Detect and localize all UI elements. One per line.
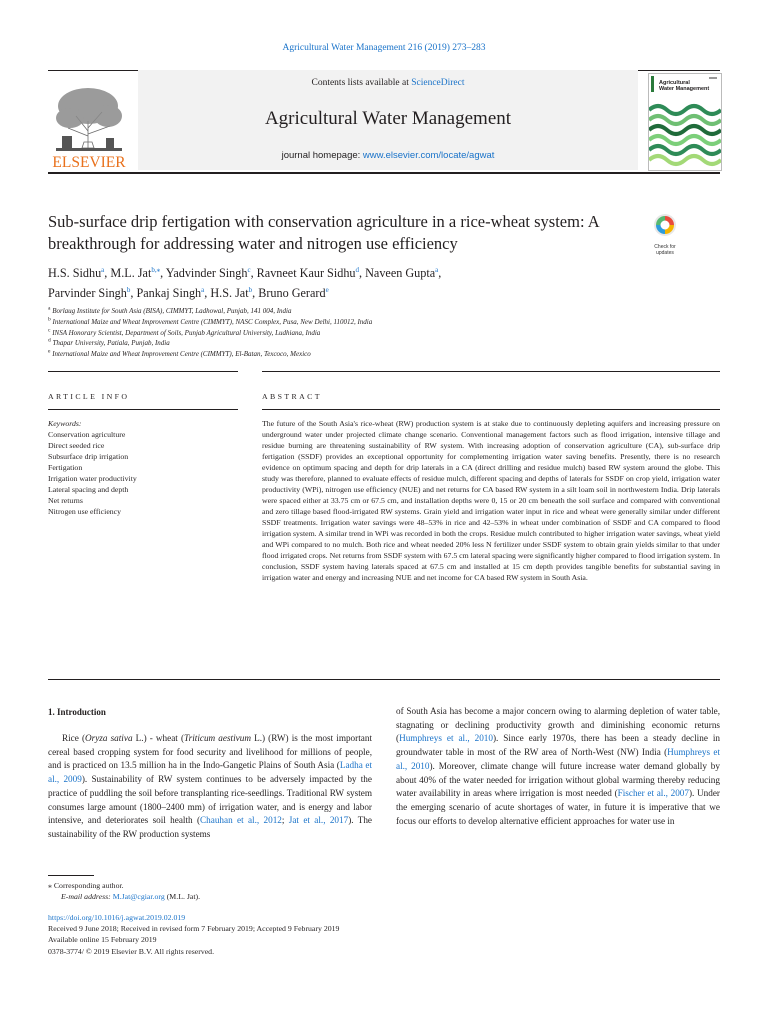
received-dates: Received 9 June 2018; Received in revised form 7 February 2019; Accepted 9 February 2019 [48,924,340,934]
intro-species-rice: Oryza sativa [85,733,133,743]
article-title: Sub-surface drip fertigation with conservation agriculture in a rice-wheat system: A breakthrough for addressing water and nitrogen use efficiency [48,212,599,253]
author-name[interactable]: M.L. Jat [110,266,152,280]
homepage-link[interactable]: www.elsevier.com/locate/agwat [362,150,495,161]
affiliation-item [48,306,720,317]
author-name[interactable]: H.S. Sidhu [48,266,102,280]
affiliation-text: International Maize and Wheat Improvement Centre (CIMMYT), El-Batan, Texcoco, Mexico [52,350,311,359]
article-info-rule [48,409,238,410]
author-name[interactable]: H.S. Jat [210,286,249,300]
author-affiliation-marker[interactable]: b,⁎ [151,265,161,274]
email-label: E-mail address: [61,892,113,902]
intro-text: ). Since early 1970s, there has been a steady decline in groundwater table in most of the RW area of North-West (NW) India ( [396,733,720,758]
author-name[interactable]: Pankaj Singh [136,286,202,300]
affiliation-key: e [48,348,51,355]
author-separator: , [130,286,137,300]
corresponding-author-note: ⁎ Corresponding author. [48,881,124,890]
abstract-bottom-rule [48,679,720,680]
author-separator: , [104,266,111,280]
article-info-heading: ARTICLE INFO [48,392,130,401]
introduction-left-column [48,732,372,842]
affiliation-text: Thapar University, Patiala, Punjab, India [52,339,170,348]
author-separator: , [359,266,366,280]
keyword-item: Lateral spacing and depth [48,485,129,494]
author-name[interactable]: Parvinder Singh [48,286,127,300]
affiliation-text: International Maize and Wheat Improvement Centre (CIMMYT), NASC Complex, Pusa, New Delhi, 110012, India [52,317,373,326]
available-online: Available online 15 February 2019 [48,935,157,945]
masthead-center [138,70,638,170]
author-affiliation-marker[interactable]: d [355,265,360,274]
keyword-list [48,429,238,517]
intro-text: ). Under the emerging scenario of acute shortages of water, in future it is imperative that we focus our efforts to develop alternative efficient approaches for water use in [396,788,720,826]
keyword-item: Fertigation [48,463,83,472]
affiliation-key: d [48,338,51,345]
abstract-top-rule [262,371,720,372]
contents-prefix: Contents lists available at [311,78,412,88]
intro-text: ; [281,815,289,826]
footnotes [48,880,448,902]
author-separator: , [438,266,442,280]
affiliation-item [48,338,720,349]
intro-species-wheat: Triticum aestivum [184,733,251,743]
author-separator: , [160,266,166,280]
author-affiliation-marker[interactable]: a [201,285,205,294]
author-affiliation-marker[interactable]: c [247,265,251,274]
affiliation-text: INSA Honorary Scientist, Department of Soils, Punjab Agricultural University, Ludhiana, India [52,328,321,337]
email-link[interactable]: M.Jat@cgiar.org [112,892,165,902]
cover-title [659,80,709,92]
abstract-text: The future of the South Asia's rice-wheat (RW) production system is at stake due to continuously depleting aquifers and increasing pressure on underground water under projected climate change scenario. Conventional management factors such as flood irrigation, intensive tillage and residue burning are threatening sustainability of RW system. With increasing adoption of conservation agriculture (CA), sub-surface drip fertigation (SSDF) provides an exceptional opportunity for complementing irrigation water saving benefits. Presently, there is no research evidence on optimum spacing and depth for drip laterals in a CA (direct drilling and residue mulch) based RW system around the globe. This study was therefore, planned to evaluate effects of residue mulch, different spacing and depths of laterals for SSDF on crop yield, irrigation water productivity (WPi), nitrogen use efficiency (NUE) and net returns for CA based RW system in a silt loam soil in northwestern India. Drip laterals were spaced either at 33.75 cm or 67.5 cm, and installation depths were 0, 15 or 20 cm beneath the soil surface and compared with conventional and zero tillage based flood-irrigated RW systems. Grain yield and irrigation water input in rice and wheat were generally similar under different SSDF treatments. Irrigation water savings were 48–53% in rice and 42–53% in wheat under combination of SSDF and CA compared to flood irrigation system. A similar trend in WPi was recorded in both the crops. Residue mulch contributed to higher irrigation water savings, wheat yield and WPi compared to no mulch. Both rice and wheat needed 20% less N fertilizer under SSDF system to obtain grain yields similar to that under flood irrigated crops. Net returns from SSDF system with 67.5 cm lateral spacing were significantly higher compared to flood irrigation system. In conclusion, SSDF system having laterals spaced at 67.5 cm and installed at 15 cm depth provides tangible benefits for substantial saving in irrigation water and energy and increasing NUE and net income for CA based RW system in South Asia. [262,419,720,582]
sciencedirect-link[interactable]: ScienceDirect [411,78,465,88]
affiliation-key: c [48,327,51,334]
elsevier-tree-logo-icon [48,76,130,170]
keyword-item: Subsurface drip irrigation [48,452,129,461]
keyword-item: Net returns [48,496,83,505]
keyword-item: Direct seeded rice [48,441,105,450]
publisher-logo-text: ELSEVIER [52,154,126,170]
citation-link[interactable]: Ladha et al., 2009 [48,760,372,785]
citation-link[interactable]: Jat et al., 2017 [288,815,349,826]
intro-text: of South Asia has become a major concern owing to alarming depletion of water table, stagnating or declining productivity growth and diminishing economic returns ( [396,706,720,744]
cover-title-line-1: Agricultural [659,80,690,86]
article-info-top-rule [48,371,238,372]
intro-text: L.) - wheat ( [132,733,185,743]
affiliation-key: b [48,316,51,323]
author-separator: , [250,266,257,280]
check-for-updates-icon [652,212,678,238]
journal-name: Agricultural Water Management [264,108,512,129]
homepage-prefix: journal homepage: [281,150,363,161]
keywords-label: Keywords: [48,419,82,428]
author-affiliation-marker[interactable]: a [101,265,105,274]
journal-masthead [48,70,720,170]
masthead-bottom-rule [48,172,720,174]
contents-line [138,78,638,88]
author-name[interactable]: Bruno Gerard [258,286,326,300]
keyword-item: Irrigation water productivity [48,474,137,483]
check-for-updates-button[interactable] [648,212,682,256]
intro-text: ). Sustainability of RW system continues to be adversely impacted by the practice of puddling the soil before transplanting rice-seedlings. Traditional RW system consumes large amount (1800–2400 mm) of irrigation water, and is energy and labor intensive, and deteriorates soil health ( [48,774,372,826]
copyright: 0378-3774/ © 2019 Elsevier B.V. All rights reserved. [48,946,215,956]
author-name[interactable]: Naveen Gupta [365,266,436,280]
author-name[interactable]: Yadvinder Singh [165,266,248,280]
abstract-rule [262,409,720,410]
intro-text: ). Moreover, climate change will future increase water demand globally by about 40% of the water needed for irrigation without global warming thereby reducing water availability in areas where irrigation is most needed ( [396,760,720,799]
affiliation-text: Borlaug Institute for South Asia (BISA), CIMMYT, Ladhowal, Punjab, 141 004, India [52,307,292,315]
author-separator: , [204,286,211,300]
homepage-line [138,150,638,161]
journal-citation[interactable]: Agricultural Water Management 216 (2019) 273–283 [282,43,486,53]
citation-link[interactable]: Humphreys et al., 2010 [399,733,493,744]
intro-text: L.) (RW) is the most important cereal based cropping system for food security and livelihood for millions of people, and is practiced on 13.5 million ha in the Indo-Gangetic Plains of South Asia ( [48,733,372,771]
email-suffix: (M.L. Jat). [164,892,201,902]
journal-cover-image[interactable] [648,73,722,171]
citation-link[interactable]: Chauhan et al., 2012 [200,815,282,826]
keyword-item: Nitrogen use efficiency [48,507,122,516]
affiliation-item [48,328,720,339]
affiliation-key: a [48,305,51,312]
author-affiliation-marker[interactable]: a [435,265,439,274]
citation-link[interactable]: Fischer et al., 2007 [617,788,689,799]
keyword-item: Conservation agriculture [48,430,126,439]
footnote-rule [48,875,94,876]
email-note [48,891,448,902]
affiliation-list [48,306,720,360]
introduction-heading: 1. Introduction [48,707,106,717]
author-separator: , [252,286,259,300]
doi-link[interactable]: https://doi.org/10.1016/j.agwat.2019.02.019 [48,913,186,922]
check-for-updates-label: Check for updates [654,244,676,256]
author-list [48,263,648,303]
author-name[interactable]: Ravneet Kaur Sidhu [256,266,356,280]
citation-link[interactable]: Humphreys et al., 2010 [396,747,720,771]
cover-title-line-2: Water Management [659,86,710,92]
affiliation-item [48,317,720,328]
abstract-heading: ABSTRACT [262,392,322,401]
keywords-block [48,418,238,517]
introduction-right-column [396,705,720,828]
intro-text: ). The sustainability of the RW production systems [48,815,373,839]
affiliation-item [48,349,720,360]
intro-text: Rice ( [62,733,86,743]
author-affiliation-marker[interactable]: e [325,285,329,294]
author-affiliation-marker[interactable]: b [248,285,253,294]
author-affiliation-marker[interactable]: b [126,285,131,294]
publication-info [48,912,548,957]
